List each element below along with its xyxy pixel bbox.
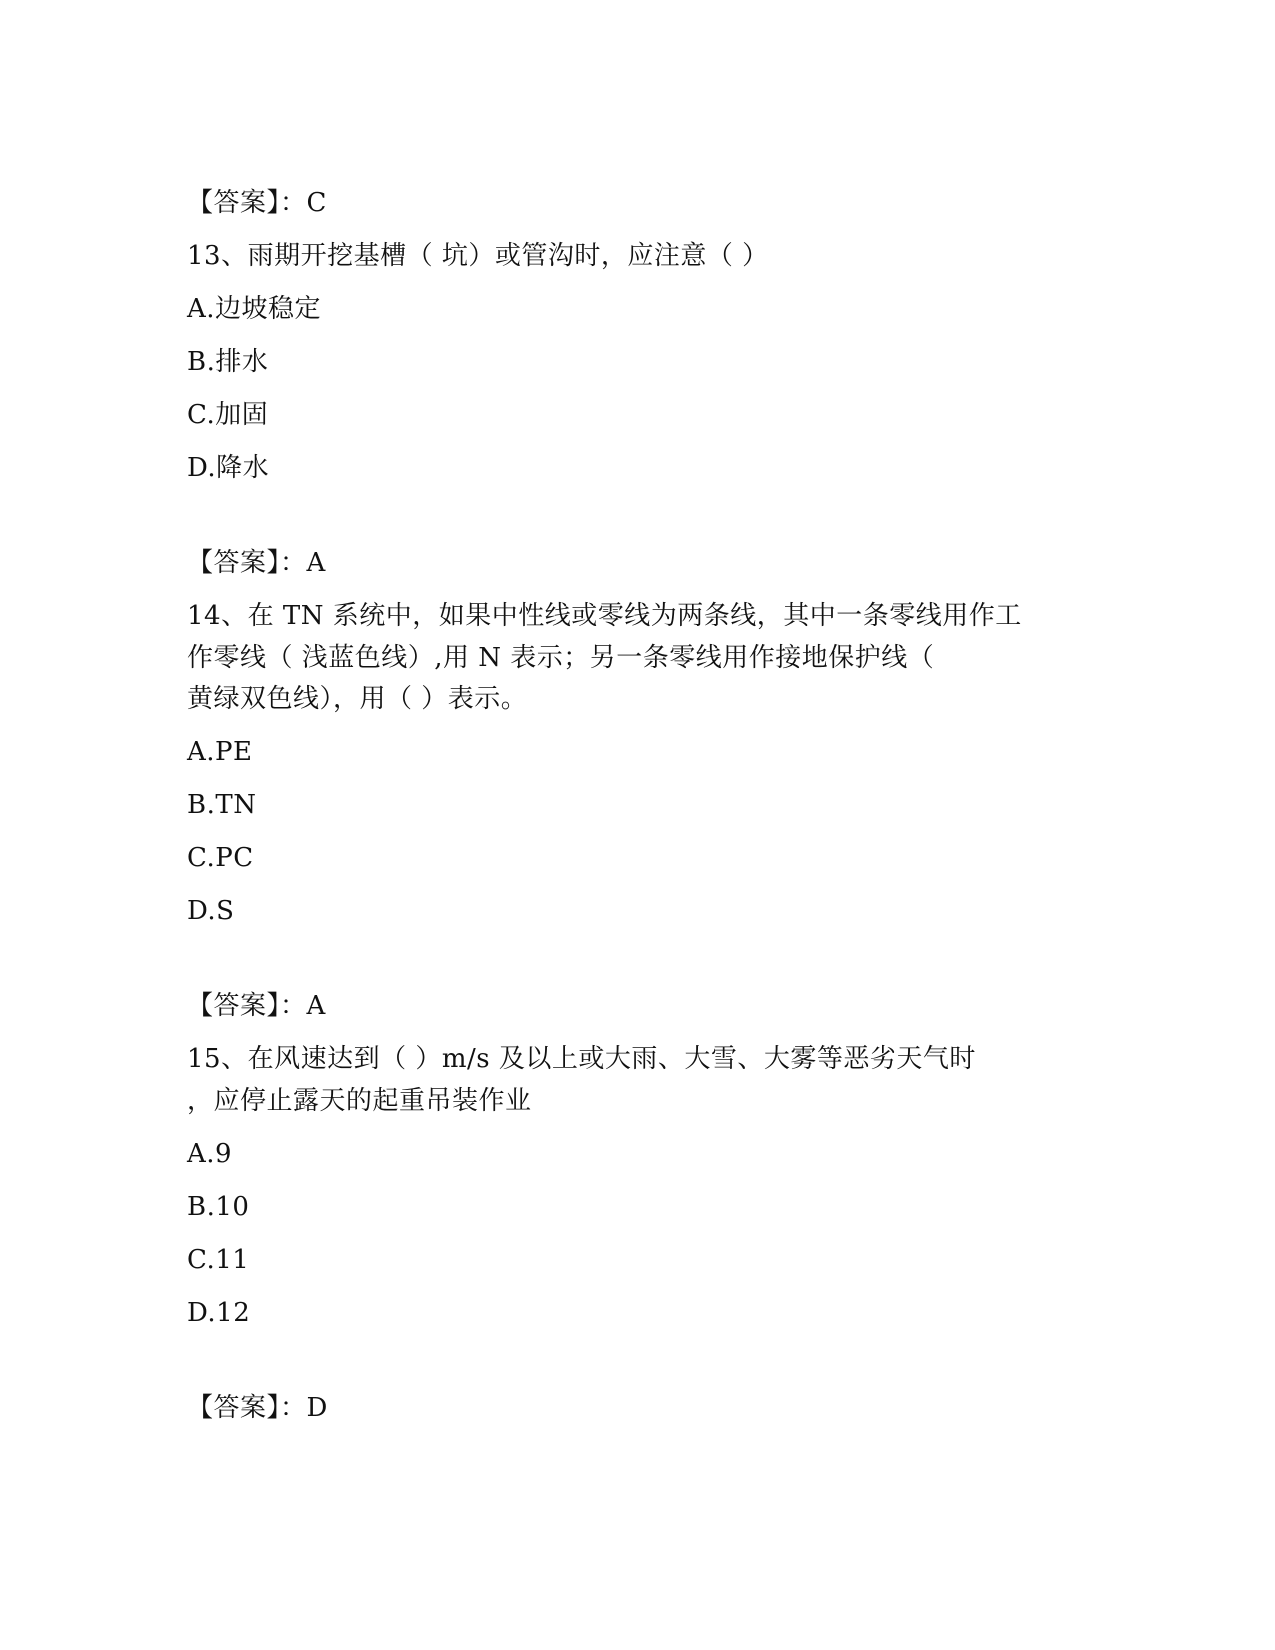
question-14-stem-line-2: 作零线（ 浅蓝色线）,用 N 表示；另一条零线用作接地保护线（ [187, 643, 935, 673]
question-15-option-c: C.11 [187, 1245, 250, 1275]
question-14-option-a: A.PE [187, 737, 253, 767]
question-14-stem-line-3: 黄绿双色线），用（ ）表示。 [187, 684, 528, 714]
question-15-option-d: D.12 [187, 1298, 251, 1328]
question-13-stem: 13、雨期开挖基槽（ 坑）或管沟时，应注意（ ） [187, 241, 769, 271]
question-15-option-a: A.9 [187, 1139, 233, 1169]
question-13-option-d: D.降水 [187, 453, 270, 483]
question-14-stem-line-1: 14、在 TN 系统中，如果中性线或零线为两条线，其中一条零线用作工 [187, 601, 1022, 631]
question-14-option-d: D.S [187, 896, 235, 926]
answer-12: 【答案】：C [187, 188, 327, 218]
question-15-option-b: B.10 [187, 1192, 250, 1222]
question-15-stem-line-1: 15、在风速达到（ ）m/s 及以上或大雨、大雪、大雾等恶劣天气时 [187, 1044, 976, 1074]
question-13-option-b: B.排水 [187, 347, 269, 377]
question-14-option-c: C.PC [187, 843, 254, 873]
answer-14: 【答案】：A [187, 991, 326, 1021]
question-14-option-b: B.TN [187, 790, 257, 820]
question-15-stem-line-2: ，应停止露天的起重吊装作业 [187, 1086, 532, 1116]
question-13-option-c: C.加固 [187, 400, 269, 430]
answer-15: 【答案】：D [187, 1393, 328, 1423]
answer-13: 【答案】：A [187, 548, 326, 578]
question-13-option-a: A.边坡稳定 [187, 294, 322, 324]
